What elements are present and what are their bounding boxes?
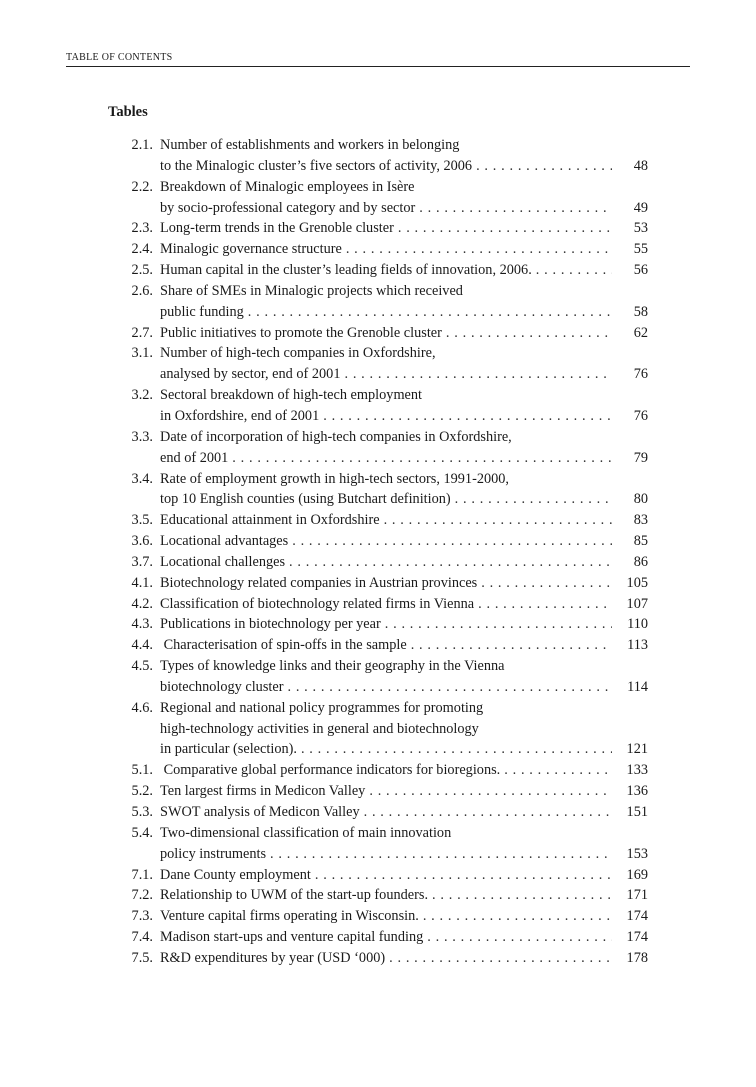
toc-entry-line — [108, 802, 648, 823]
table-number: 3.4. — [131, 470, 153, 487]
toc-entry[interactable] — [108, 531, 648, 552]
toc-entry-line — [108, 677, 648, 698]
toc-entry[interactable] — [108, 781, 648, 802]
page-number: 49 — [633, 199, 648, 216]
toc-entry[interactable] — [108, 594, 648, 615]
table-title: Classification of biotechnology related firms in Vienna — [160, 595, 475, 612]
toc-entry[interactable] — [108, 552, 648, 573]
toc-entry[interactable] — [108, 656, 648, 698]
page-number: 83 — [633, 512, 648, 529]
header-rule — [66, 66, 690, 67]
toc-entry-line — [108, 656, 648, 677]
table-number — [108, 844, 160, 865]
table-title: policy instruments — [160, 845, 267, 862]
toc-entry-line — [108, 552, 648, 573]
page-number: 105 — [626, 574, 648, 591]
page-number: 174 — [626, 929, 648, 946]
table-title: Breakdown of Minalogic employees in Isère — [160, 178, 415, 195]
table-number: 5.4. — [131, 824, 153, 841]
page-number: 53 — [633, 220, 648, 237]
dot-leader — [380, 510, 612, 531]
table-number: 4.1. — [131, 574, 153, 591]
toc-entry[interactable] — [108, 906, 648, 927]
table-title: Human capital in the cluster’s leading fields of innovation, 2006. — [160, 262, 532, 279]
toc-entry-line — [108, 573, 648, 594]
table-title: Comparative global performance indicators for bioregions. — [160, 762, 501, 779]
dot-leader — [385, 948, 612, 969]
table-number — [108, 406, 160, 427]
table-number: 7.5. — [131, 949, 153, 966]
dot-leader — [415, 198, 612, 219]
toc-entry-line — [108, 427, 648, 448]
dot-leader — [419, 906, 612, 927]
table-number: 5.2. — [131, 783, 153, 800]
dot-leader — [532, 260, 612, 281]
page-number: 86 — [633, 553, 648, 570]
table-title: in particular (selection). — [160, 741, 297, 758]
dot-leader — [285, 552, 612, 573]
table-number: 5.1. — [131, 762, 153, 779]
table-number: 7.4. — [131, 929, 153, 946]
toc-entry-line — [108, 489, 648, 510]
table-number: 4.6. — [131, 699, 153, 716]
toc-entry-line — [108, 635, 648, 656]
toc-entry-line — [108, 218, 648, 239]
toc-entry-line — [108, 343, 648, 364]
dot-leader — [394, 218, 612, 239]
table-number — [108, 156, 160, 177]
table-number: 3.3. — [131, 428, 153, 445]
toc-entry[interactable] — [108, 323, 648, 344]
page-number: 133 — [626, 762, 648, 779]
dot-leader — [500, 760, 612, 781]
toc-entry[interactable] — [108, 698, 648, 761]
toc-entry[interactable] — [108, 510, 648, 531]
toc-entry[interactable] — [108, 614, 648, 635]
table-number: 2.5. — [131, 262, 153, 279]
toc-entry[interactable] — [108, 885, 648, 906]
toc-entry-line — [108, 281, 648, 302]
table-number: 2.7. — [131, 324, 153, 341]
page-number: 151 — [626, 804, 648, 820]
toc-entry-line — [108, 448, 648, 469]
table-title: Number of establishments and workers in belonging — [160, 137, 460, 153]
table-number — [108, 302, 160, 323]
page-number: 113 — [627, 637, 648, 654]
dot-leader — [381, 614, 612, 635]
toc-entry[interactable] — [108, 802, 648, 823]
table-number: 7.1. — [131, 866, 153, 883]
toc-entry-line — [108, 698, 648, 719]
table-number — [108, 719, 160, 740]
toc-entry-line — [108, 948, 648, 969]
table-title: in Oxfordshire, end of 2001 — [160, 407, 320, 424]
table-title: Madison start-ups and venture capital funding — [160, 929, 424, 946]
dot-leader — [365, 781, 612, 802]
toc-entry[interactable] — [108, 948, 648, 969]
toc-entry-line — [108, 198, 648, 219]
page-number: 178 — [626, 949, 648, 966]
table-number: 7.2. — [131, 887, 153, 904]
toc-entry[interactable] — [108, 343, 648, 385]
table-title: analysed by sector, end of 2001 — [160, 366, 341, 383]
dot-leader — [340, 364, 612, 385]
table-title: Two-dimensional classification of main innovation — [160, 824, 452, 841]
toc-entry[interactable] — [108, 239, 648, 260]
toc-entry[interactable] — [108, 927, 648, 948]
table-title: to the Minalogic cluster’s five sectors of activity, 2006 — [160, 157, 473, 174]
table-title: Relationship to UWM of the start-up founders. — [160, 887, 429, 904]
toc-entry-line — [108, 927, 648, 948]
page-number: 171 — [626, 887, 648, 904]
toc-entry-line — [108, 135, 648, 156]
table-title: Number of high-tech companies in Oxfordshire, — [160, 345, 436, 362]
toc-entry-line — [108, 385, 648, 406]
table-title: Ten largest firms in Medicon Valley — [160, 783, 366, 800]
table-title: R&D expenditures by year (USD ‘000) — [160, 949, 386, 966]
page-number: 56 — [633, 262, 648, 279]
table-title: top 10 English counties (using Butchart definition) — [160, 491, 451, 508]
table-number: 5.3. — [131, 804, 153, 820]
dot-leader — [474, 594, 612, 615]
table-number: 2.6. — [131, 282, 153, 299]
page-number: 110 — [627, 616, 648, 633]
dot-leader — [283, 677, 612, 698]
toc-entry[interactable] — [108, 177, 648, 219]
table-title: Long-term trends in the Grenoble cluster — [160, 220, 394, 237]
table-number: 7.3. — [131, 908, 153, 925]
page-number: 107 — [626, 595, 648, 612]
toc-entry-line — [108, 531, 648, 552]
dot-leader — [319, 406, 612, 427]
toc-entry-line — [108, 760, 648, 781]
table-list — [108, 135, 648, 969]
table-number — [108, 739, 160, 760]
table-title: Minalogic governance structure — [160, 241, 342, 258]
table-title: Types of knowledge links and their geography in the Vienna — [160, 658, 505, 675]
toc-entry-line — [108, 885, 648, 906]
table-number — [108, 677, 160, 698]
table-number — [108, 489, 160, 510]
table-title: biotechnology cluster — [160, 678, 284, 695]
table-title: end of 2001 — [160, 449, 229, 466]
table-title: Dane County employment — [160, 866, 311, 883]
table-number — [108, 364, 160, 385]
table-number — [108, 448, 160, 469]
toc-entry-line — [108, 469, 648, 490]
table-title: Venture capital firms operating in Wisconsin. — [160, 908, 419, 925]
dot-leader — [451, 489, 612, 510]
table-title: public funding — [160, 303, 244, 320]
toc-entry-line — [108, 906, 648, 927]
table-title: by socio-professional category and by sector — [160, 199, 416, 216]
dot-leader — [423, 927, 612, 948]
table-title: Characterisation of spin-offs in the sample — [160, 637, 407, 654]
page-number: 62 — [633, 324, 648, 341]
dot-leader — [288, 531, 612, 552]
table-title: Biotechnology related companies in Austrian provinces — [160, 574, 478, 591]
table-title: Sectoral breakdown of high-tech employment — [160, 387, 423, 404]
dot-leader — [407, 635, 612, 656]
page-number: 48 — [633, 157, 648, 174]
table-number: 4.2. — [131, 595, 153, 612]
toc-entry[interactable] — [108, 281, 648, 323]
page-number: 76 — [633, 407, 648, 424]
page-number: 85 — [633, 533, 648, 550]
table-title: Publications in biotechnology per year — [160, 616, 381, 633]
toc-entry-line — [108, 323, 648, 344]
dot-leader — [297, 739, 612, 760]
dot-leader — [228, 448, 612, 469]
toc-entry-line — [108, 510, 648, 531]
toc-entry[interactable] — [108, 865, 648, 886]
toc-entry-line — [108, 781, 648, 802]
table-title: Share of SMEs in Minalogic projects which received — [160, 282, 463, 299]
table-number: 2.1. — [131, 137, 153, 153]
table-title: SWOT analysis of Medicon Valley — [160, 804, 360, 820]
page-number: 121 — [626, 741, 648, 758]
page-number: 79 — [633, 449, 648, 466]
section-title: Tables — [108, 104, 148, 120]
table-title: high-technology activities in general and biotechnology — [160, 720, 479, 737]
table-title: Rate of employment growth in high-tech sectors, 1991-2000, — [160, 470, 510, 487]
toc-entry-line — [108, 739, 648, 760]
toc-entry-line — [108, 364, 648, 385]
toc-entry-line — [108, 260, 648, 281]
toc-entry[interactable] — [108, 385, 648, 427]
table-number: 4.3. — [131, 616, 153, 633]
toc-entry[interactable] — [108, 823, 648, 865]
toc-entry[interactable] — [108, 260, 648, 281]
toc-entry-line — [108, 719, 648, 740]
toc-entry-line — [108, 844, 648, 865]
toc-entry-line — [108, 823, 648, 844]
toc-entry[interactable] — [108, 573, 648, 594]
table-title: Regional and national policy programmes for promoting — [160, 699, 484, 716]
table-number: 2.3. — [131, 220, 153, 237]
page-number: 76 — [633, 366, 648, 383]
dot-leader — [342, 239, 612, 260]
dot-leader — [477, 573, 612, 594]
toc-entry-line — [108, 406, 648, 427]
table-title: Locational advantages — [160, 533, 289, 550]
dot-leader — [266, 844, 612, 865]
page-number: 169 — [626, 866, 648, 883]
table-number — [108, 198, 160, 219]
toc-entry[interactable] — [108, 635, 648, 656]
toc-entry-line — [108, 156, 648, 177]
dot-leader — [360, 802, 612, 823]
table-title: Public initiatives to promote the Grenoble cluster — [160, 324, 442, 341]
toc-entry-line — [108, 865, 648, 886]
table-number: 2.4. — [131, 241, 153, 258]
toc-entry[interactable] — [108, 760, 648, 781]
table-number: 4.5. — [131, 658, 153, 675]
page-number: 174 — [626, 908, 648, 925]
dot-leader — [311, 865, 612, 886]
page-number: 80 — [633, 491, 648, 508]
dot-leader — [442, 323, 612, 344]
page-number: 58 — [633, 303, 648, 320]
table-number: 3.2. — [131, 387, 153, 404]
table-title: Date of incorporation of high-tech companies in Oxfordshire, — [160, 428, 512, 445]
running-head: TABLE OF CONTENTS — [66, 52, 173, 63]
toc-entry-line — [108, 302, 648, 323]
table-number: 4.4. — [131, 637, 153, 654]
page-number: 136 — [626, 783, 648, 800]
dot-leader — [428, 885, 612, 906]
table-number: 3.1. — [131, 345, 153, 362]
table-title: Educational attainment in Oxfordshire — [160, 512, 380, 529]
table-number: 3.7. — [131, 553, 153, 570]
dot-leader — [244, 302, 612, 323]
toc-entry-line — [108, 594, 648, 615]
dot-leader — [472, 156, 612, 177]
page-number: 55 — [633, 241, 648, 258]
toc-entry[interactable] — [108, 469, 648, 511]
page-number: 153 — [626, 845, 648, 862]
toc-entry-line — [108, 177, 648, 198]
table-number: 3.5. — [131, 512, 153, 529]
toc-entry[interactable] — [108, 135, 648, 177]
page-number: 114 — [627, 678, 648, 695]
toc-entry-line — [108, 614, 648, 635]
toc-entry-line — [108, 239, 648, 260]
toc-entry[interactable] — [108, 218, 648, 239]
table-title: Locational challenges — [160, 553, 286, 570]
table-number: 2.2. — [131, 178, 153, 195]
toc-entry[interactable] — [108, 427, 648, 469]
table-number: 3.6. — [131, 533, 153, 550]
